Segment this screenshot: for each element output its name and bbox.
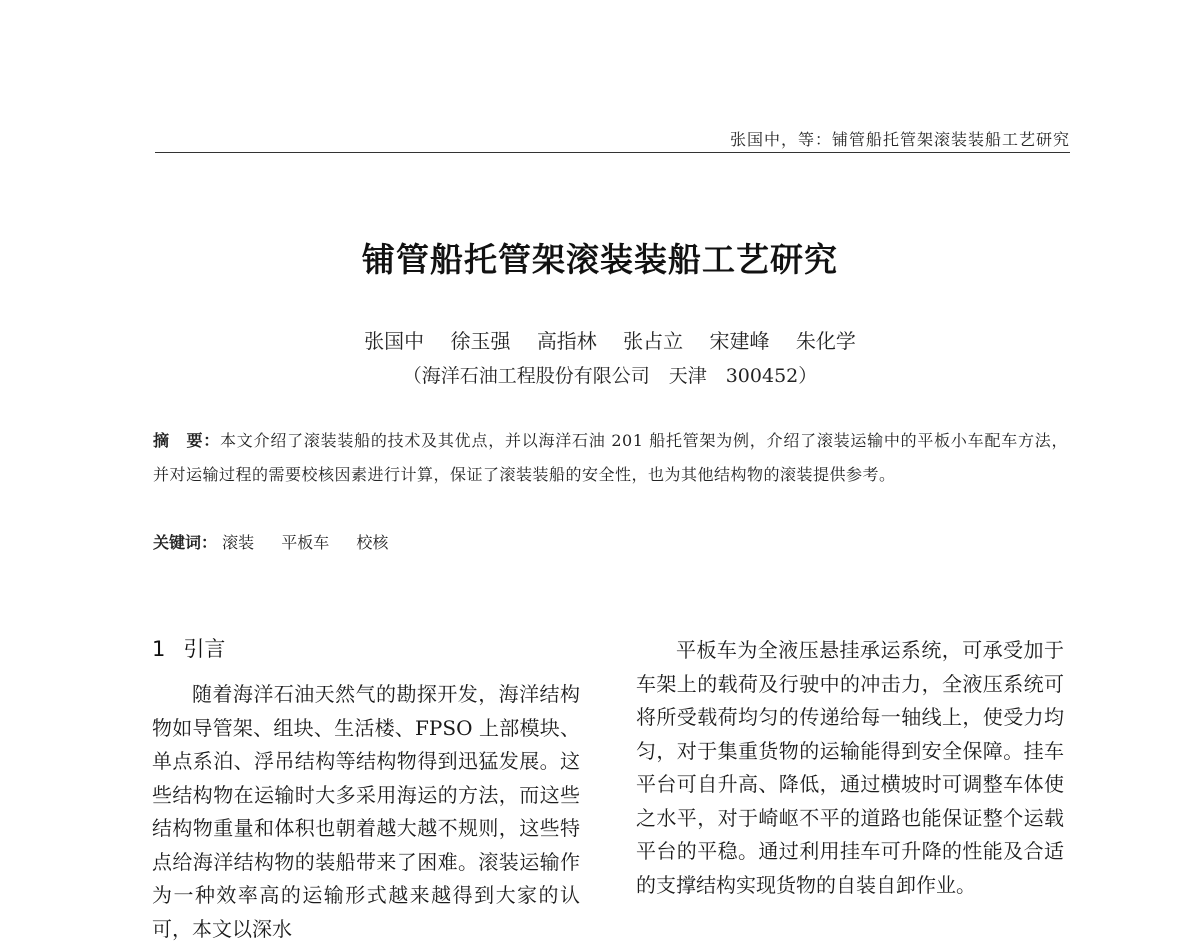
section-title: 引言 xyxy=(183,637,226,661)
left-column-paragraph: 随着海洋石油天然气的勘探开发，海洋结构物如导管架、组块、生活楼、FPSO 上部模块、单点系泊、浮吊结构等结构物得到迅猛发展。这些结构物在运输时大多采用海运的方法，而这些结构物重量和体积也朝着越大越不规则，这些特点给海洋结构物的装船带来了困难。滚装运输作为一种效率高的运输形式越来越得到大家的认可，本文以深水 xyxy=(152,682,580,941)
author: 张占立 xyxy=(623,329,684,353)
affiliation: （海洋石油工程股份有限公司 天津 300452） xyxy=(402,365,818,387)
right-column-paragraph: 平板车为全液压悬挂承运系统，可承受加于车架上的载荷及行驶中的冲击力，全液压系统可将所受载荷均匀的传递给每一轴线上，使受力均匀，对于集重货物的运输能得到安全保障。挂车平台可自升高、降低，通过横坡时可调整车体使之水平，对于崎岖不平的道路也能保证整个运载平台的平稳。通过利用挂车可升降的性能及合适的支撑结构实现货物的自装自卸作业。 xyxy=(636,638,1064,897)
author: 高指林 xyxy=(536,329,597,353)
keywords-label: 关键词： xyxy=(153,533,218,552)
author: 朱化学 xyxy=(795,329,856,353)
header-rule xyxy=(155,152,1070,153)
keyword: 校核 xyxy=(356,533,389,552)
abstract xyxy=(153,424,1068,492)
paper-title: 铺管船托管架滚装装船工艺研究 xyxy=(362,240,838,279)
abstract-text: 本文介绍了滚装装船的技术及其优点，并以海洋石油 201 船托管架为例，介绍了滚装运输中的平板小车配车方法，并对运输过程的需要校核因素进行计算，保证了滚装装船的安全性，也为其他结构物的滚装提供参考。 xyxy=(153,431,1068,484)
running-header: 张国中，等：铺管船托管架滚装装船工艺研究 xyxy=(729,130,1070,149)
author: 徐玉强 xyxy=(450,329,511,353)
author: 宋建峰 xyxy=(709,329,770,353)
keywords xyxy=(153,530,1068,553)
abstract-label: 摘 要： xyxy=(153,431,221,450)
keyword: 滚装 xyxy=(222,533,255,552)
section-number: 1 xyxy=(152,637,166,661)
author: 张国中 xyxy=(364,329,425,353)
section-heading xyxy=(152,633,225,663)
author-list xyxy=(0,325,1200,354)
keyword: 平板车 xyxy=(281,533,330,552)
